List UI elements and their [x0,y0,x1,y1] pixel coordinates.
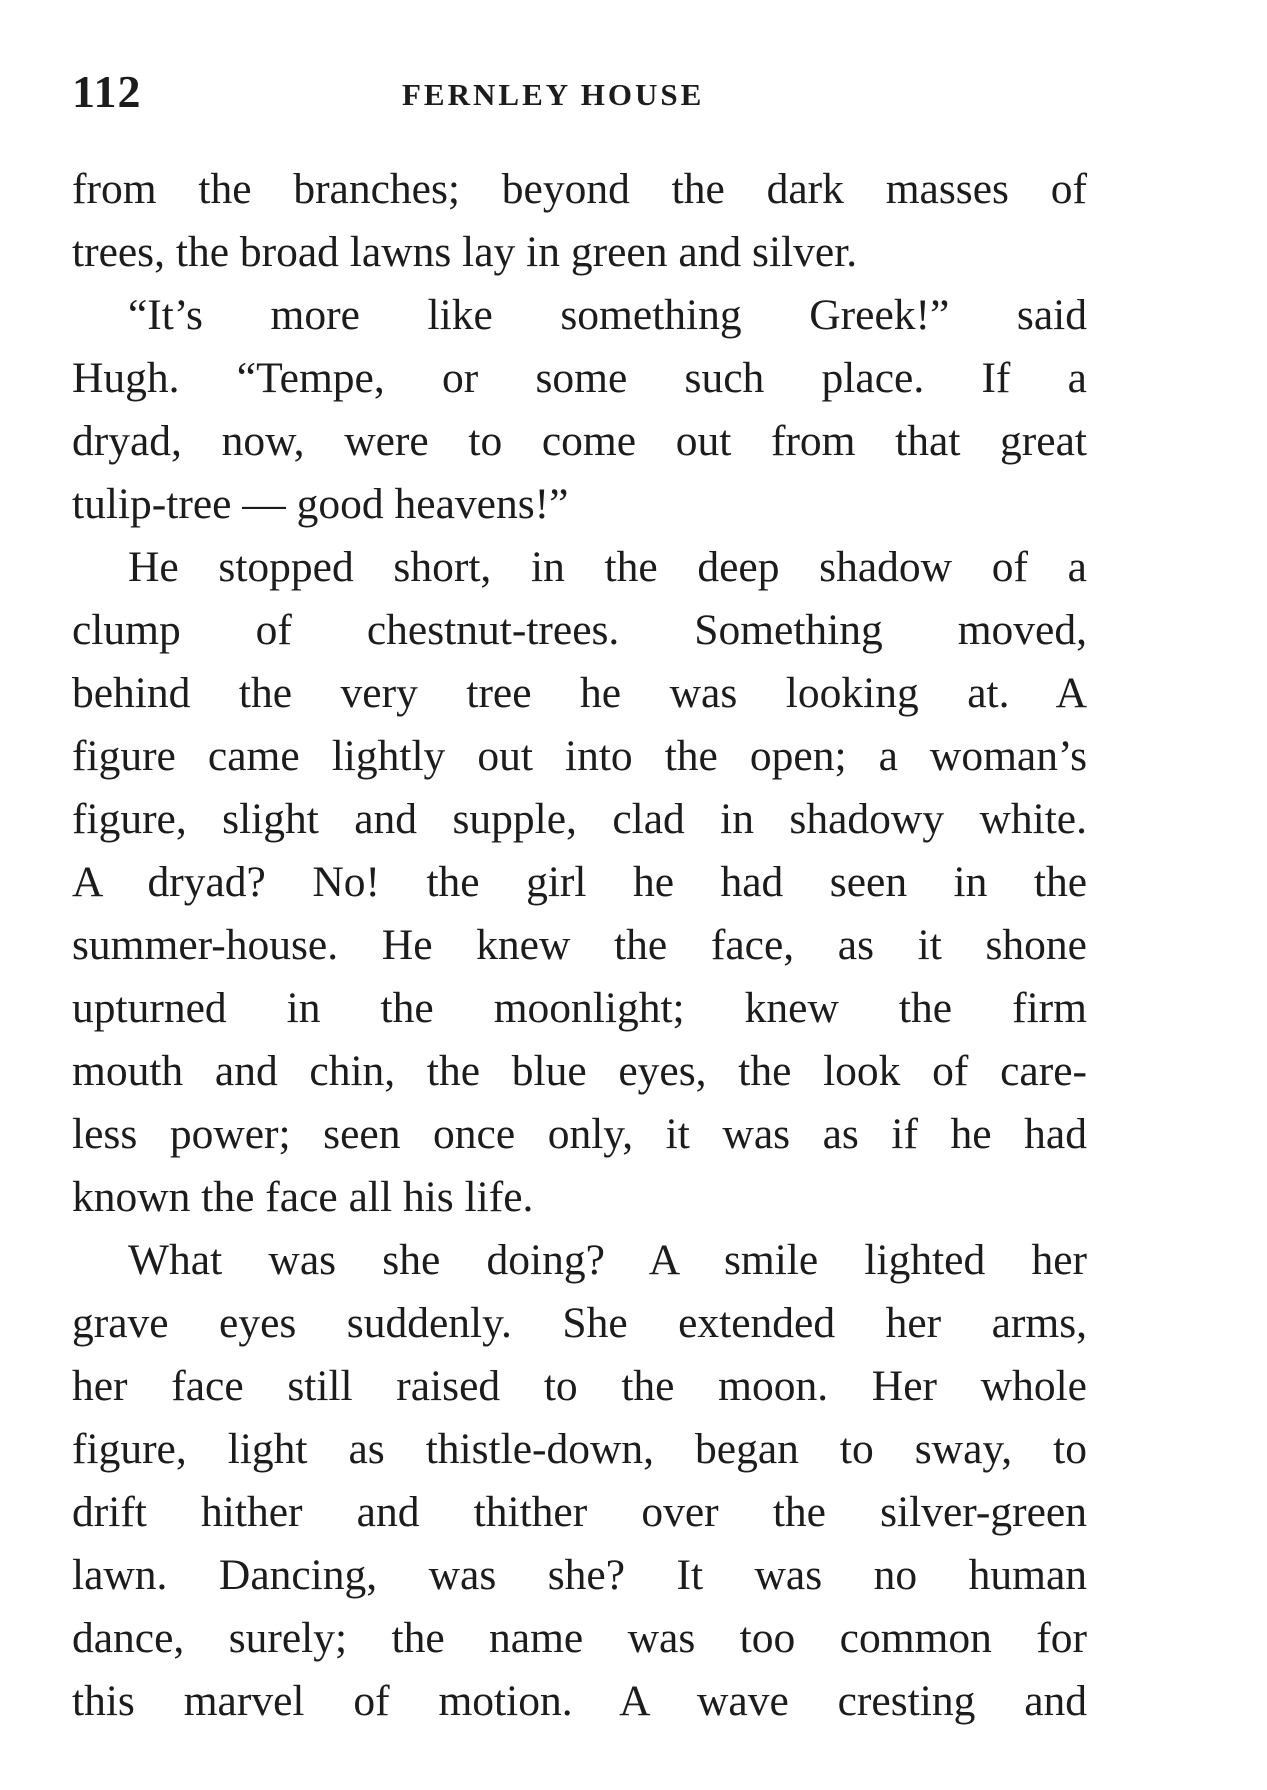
text-line: from the branches; beyond the dark masses of [72,165,1087,213]
text-line: tulip-tree — good heavens!” [72,480,569,528]
text-line: known the face all his life. [72,1173,534,1221]
paragraph [72,284,1087,536]
text-line: summer-house. He knew the face, as it shone [72,921,1087,969]
text-line: dance, surely; the name was too common for [72,1614,1087,1662]
text-line: He stopped short, in the deep shadow of a [128,543,1087,591]
running-title: FERNLEY HOUSE [402,77,705,112]
body-text [72,158,1087,1733]
page-header [72,62,1087,122]
text-line: “It’s more like something Greek!” said [128,291,1087,339]
page-number: 112 [72,66,142,117]
text-line: drift hither and thither over the silver-green [72,1488,1087,1536]
paragraph [72,536,1087,1229]
text-line: grave eyes suddenly. She extended her arms, [72,1299,1087,1347]
text-line: lawn. Dancing, was she? It was no human [72,1551,1087,1599]
text-line: mouth and chin, the blue eyes, the look of care- [72,1047,1087,1095]
text-line: trees, the broad lawns lay in green and silver. [72,228,858,276]
text-line: What was she doing? A smile lighted her [128,1236,1087,1284]
paragraph [72,158,1087,284]
paragraph [72,1229,1087,1733]
text-line: less power; seen once only, it was as if he had [72,1110,1087,1158]
text-line: dryad, now, were to come out from that great [72,417,1087,465]
text-line: clump of chestnut-trees. Something moved, [72,606,1087,654]
text-line: A dryad? No! the girl he had seen in the [72,858,1087,906]
text-line: Hugh. “Tempe, or some such place. If a [72,354,1087,402]
text-line: upturned in the moonlight; knew the firm [72,984,1087,1032]
text-line: figure, light as thistle-down, began to sway, to [72,1425,1087,1473]
text-line: her face still raised to the moon. Her whole [72,1362,1087,1410]
text-line: this marvel of motion. A wave cresting and [72,1677,1087,1725]
text-line: behind the very tree he was looking at. A [72,669,1087,717]
text-line: figure came lightly out into the open; a woman’s [72,732,1087,780]
text-line: figure, slight and supple, clad in shadowy white. [72,795,1087,843]
